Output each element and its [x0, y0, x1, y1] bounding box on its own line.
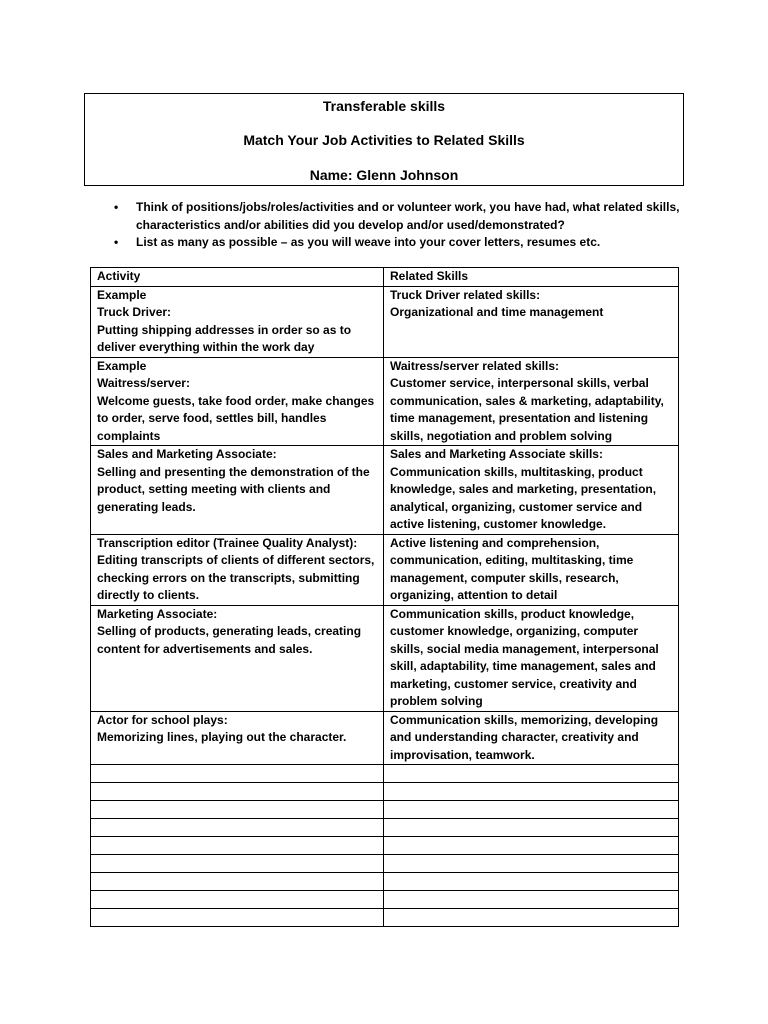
instruction-text: List as many as possible – as you will weave into your cover letters, resumes etc. — [136, 235, 601, 249]
table-row — [91, 711, 679, 765]
empty-skills-cell — [384, 873, 679, 891]
empty-skills-cell — [384, 819, 679, 837]
instruction-item — [96, 234, 686, 252]
empty-skills-cell — [384, 783, 679, 801]
skills-cell — [384, 446, 679, 535]
instruction-list — [96, 199, 686, 252]
empty-table-row — [91, 765, 679, 783]
activity-cell — [91, 605, 384, 711]
table-row — [91, 534, 679, 605]
empty-table-row — [91, 873, 679, 891]
empty-activity-cell — [91, 855, 384, 873]
skills-text: Communication skills, product knowledge, customer knowledge, organizing, computer skills, social media management, interpersonal skill, adaptability, time management, sales and marketing, customer service, creativity and problem solving — [390, 606, 659, 708]
table-header-row — [91, 268, 679, 287]
empty-activity-cell — [91, 783, 384, 801]
column-header-activity: Activity — [91, 268, 384, 287]
empty-skills-cell — [384, 765, 679, 783]
skills-text: Truck Driver related skills: Organizational and time management — [390, 287, 604, 319]
skills-cell — [384, 286, 679, 357]
header-box — [84, 93, 684, 186]
empty-activity-cell — [91, 837, 384, 855]
skills-text: Sales and Marketing Associate skills: Communication skills, multitasking, product knowledge, sales and marketing, presentation, analytical, organizing, customer service and active listening, customer knowledge. — [390, 447, 657, 531]
skills-cell — [384, 534, 679, 605]
empty-activity-cell — [91, 765, 384, 783]
empty-activity-cell — [91, 909, 384, 927]
table-row — [91, 446, 679, 535]
empty-skills-cell — [384, 909, 679, 927]
activity-cell — [91, 286, 384, 357]
activity-cell — [91, 446, 384, 535]
empty-skills-cell — [384, 891, 679, 909]
empty-table-row — [91, 855, 679, 873]
skills-text: Waitress/server related skills: Customer service, interpersonal skills, verbal communication, sales & marketing, adaptability, time management, presentation and listening skills, negotiation and problem solving — [390, 358, 664, 443]
empty-table-row — [91, 909, 679, 927]
activity-text: Sales and Marketing Associate: Selling and presenting the demonstration of the product, setting meeting with clients and generating leads. — [97, 447, 370, 514]
activity-text: Example Waitress/server: Welcome guests, take food order, make changes to order, serve food, settles bill, handles complaints — [97, 358, 375, 443]
activity-text: Marketing Associate: Selling of products, generating leads, creating content for advertisements and sales. — [97, 606, 362, 656]
skills-text: Active listening and comprehension, communication, editing, multitasking, time management, computer skills, research, organizing, attention to detail — [390, 535, 634, 602]
empty-activity-cell — [91, 873, 384, 891]
column-header-related-skills: Related Skills — [384, 268, 679, 287]
empty-activity-cell — [91, 819, 384, 837]
empty-table-row — [91, 819, 679, 837]
empty-activity-cell — [91, 891, 384, 909]
table-row — [91, 286, 679, 357]
instruction-item — [96, 199, 686, 234]
activity-text: Actor for school plays: Memorizing lines, playing out the character. — [97, 712, 347, 744]
empty-skills-cell — [384, 801, 679, 819]
bullet-icon: • — [114, 200, 119, 214]
empty-activity-cell — [91, 801, 384, 819]
skills-text: Communication skills, memorizing, developing and understanding character, creativity and improvisation, teamwork. — [390, 712, 659, 762]
empty-table-row — [91, 891, 679, 909]
activity-cell — [91, 711, 384, 765]
empty-table-row — [91, 801, 679, 819]
activity-cell — [91, 534, 384, 605]
document-subtitle: Match Your Job Activities to Related Skills — [243, 132, 525, 148]
empty-skills-cell — [384, 837, 679, 855]
empty-table-row — [91, 837, 679, 855]
skills-cell — [384, 357, 679, 446]
instruction-text: Think of positions/jobs/roles/activities and or volunteer work, you have had, what related skills, characteristics and/or abilities did you develop and/or used/demonstrated? — [136, 200, 680, 232]
activity-cell — [91, 357, 384, 446]
table-row — [91, 605, 679, 711]
name-line: Name: Glenn Johnson — [309, 167, 459, 183]
skills-cell — [384, 605, 679, 711]
empty-skills-cell — [384, 855, 679, 873]
activity-text: Transcription editor (Trainee Quality Analyst): Editing transcripts of clients of different sectors, checking errors on the transcripts, submitting directly to clients. — [97, 535, 375, 602]
bullet-icon: • — [114, 235, 119, 249]
table-body — [91, 286, 679, 927]
skills-table — [90, 267, 679, 927]
activity-text: Example Truck Driver: Putting shipping addresses in order so as to deliver everything within the work day — [97, 287, 352, 354]
table-row — [91, 357, 679, 446]
skills-cell — [384, 711, 679, 765]
empty-table-row — [91, 783, 679, 801]
document-title: Transferable skills — [322, 98, 446, 114]
